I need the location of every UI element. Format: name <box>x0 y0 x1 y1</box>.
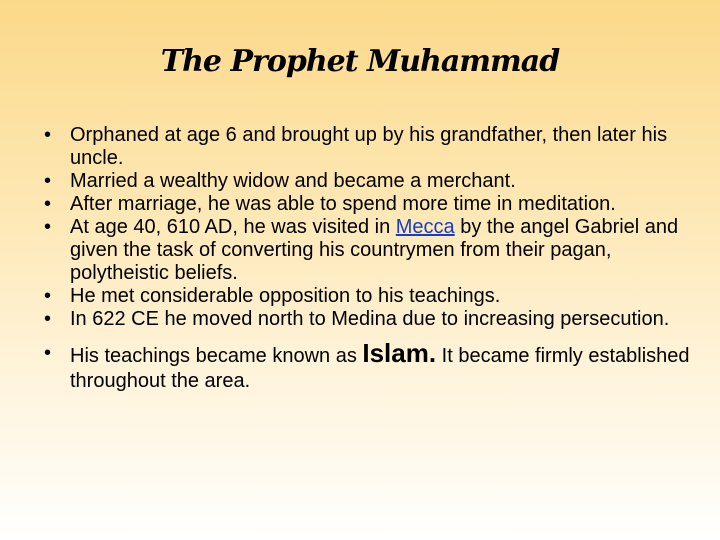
islam-emphasis: Islam. <box>362 338 437 368</box>
bullet-item <box>44 216 692 285</box>
bullet-text: Married a wealthy widow and became a merchant. <box>70 170 516 192</box>
bullet-dot: • <box>44 285 52 307</box>
bullet-dot: • <box>44 342 52 364</box>
bullet-item <box>44 193 692 216</box>
bullet-dot: • <box>44 193 52 215</box>
mecca-link[interactable]: Mecca <box>395 216 455 238</box>
bullet-text-before: His teachings became known as <box>70 345 363 367</box>
bullet-text: He met considerable opposition to his teachings. <box>70 285 501 307</box>
bullet-item <box>44 308 692 331</box>
bullet-text: Orphaned at age 6 and brought up by his grandfather, then later his uncle. <box>70 124 668 169</box>
bullet-dot: • <box>44 124 52 146</box>
bullet-text-after: by the angel Gabriel and given the task of converting his countrymen from their pagan, polytheistic beliefs. <box>70 216 679 284</box>
bullet-item <box>44 124 692 170</box>
bullet-text-after: It became firmly established throughout the area. <box>70 345 690 392</box>
bullet-dot: • <box>44 216 52 238</box>
bullet-text: After marriage, he was able to spend more time in meditation. <box>70 193 616 215</box>
bullet-dot: • <box>44 308 52 330</box>
slide-title: The Prophet Muhammad <box>160 44 560 79</box>
bullet-text-before: At age 40, 610 AD, he was visited in <box>70 216 396 238</box>
bullet-item <box>44 170 692 193</box>
bullet-list <box>44 124 692 394</box>
bullet-text: In 622 CE he moved north to Medina due to increasing persecution. <box>70 308 670 330</box>
bullet-dot: • <box>44 170 52 192</box>
bullet-item <box>44 338 692 394</box>
bullet-item <box>44 285 692 308</box>
